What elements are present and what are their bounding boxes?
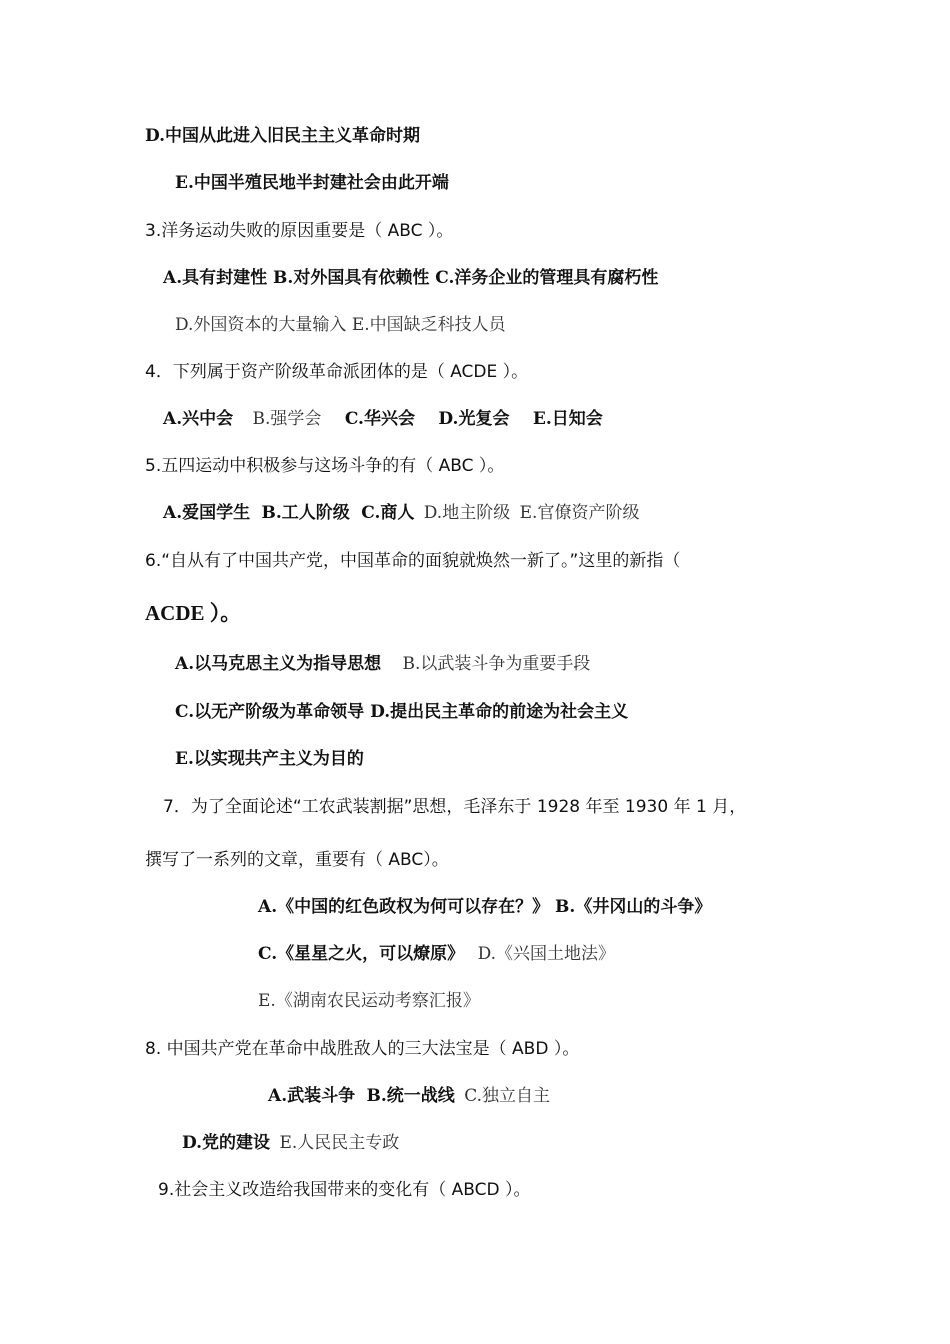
option-line [163, 407, 603, 431]
question-line: 7．为了全面论述“工农武装割据”思想，毛泽东于 1928 年至 1930 年 1 月， [163, 797, 747, 817]
option-e: E.官僚资产阶级 [519, 503, 640, 523]
option-e: E.人民民主专政 [279, 1133, 400, 1153]
question-line: 8. 中国共产党在革命中战胜敌人的三大法宝是（ ABD ）。 [145, 1039, 580, 1059]
option-c: C.华兴会 [344, 409, 415, 429]
option-d: D.地主阶级 [423, 503, 511, 523]
option-line: A.具有封建性 B.对外国具有依赖性 C.洋务企业的管理具有腐朽性 [163, 268, 659, 288]
answer-line: ACDE ）。 [145, 601, 242, 625]
option-b: B.强学会 [252, 409, 322, 429]
option-a: A.以马克思主义为指导思想 [175, 654, 382, 674]
option-c: C.商人 [361, 503, 415, 523]
question-line: 5.五四运动中积极参与这场斗争的有（ ABC ）。 [145, 456, 505, 476]
option-line [175, 652, 590, 676]
option-b: B.以武装斗争为重要手段 [402, 654, 591, 674]
option-d: D.党的建设 [182, 1133, 271, 1153]
question-line: 9.社会主义改造给我国带来的变化有（ ABCD ）。 [158, 1180, 531, 1200]
option-b: B.统一战线 [366, 1086, 455, 1106]
option-e: E.日知会 [532, 409, 603, 429]
option-line: E.以实现共产主义为目的 [175, 749, 364, 769]
option-line: D.外国资本的大量输入 E.中国缺乏科技人员 [175, 315, 506, 335]
option-line: E.中国半殖民地半封建社会由此开端 [175, 173, 449, 193]
option-line [258, 942, 615, 966]
option-d: D.光复会 [438, 409, 510, 429]
option-d: D.《兴国土地法》 [477, 944, 615, 964]
question-line: 3.洋务运动失败的原因重要是（ ABC ）。 [145, 221, 454, 241]
option-c: C.独立自主 [464, 1086, 551, 1106]
option-line: E.《湖南农民运动考察汇报》 [258, 991, 480, 1011]
option-a: A.武装斗争 [268, 1086, 356, 1106]
option-line [268, 1084, 550, 1108]
option-a: A.兴中会 [163, 409, 234, 429]
option-line: D.中国从此进入旧民主主义革命时期 [145, 126, 421, 146]
option-line [163, 501, 639, 525]
question-line: 4．下列属于资产阶级革命派团体的是（ ACDE ）。 [145, 362, 529, 382]
option-line [182, 1131, 399, 1155]
option-c: C.《星星之火，可以燎原》 [258, 944, 465, 964]
question-line: 6.“自从有了中国共产党，中国革命的面貌就焕然一新了。”这里的新指（ [145, 551, 681, 571]
option-line: C.以无产阶级为革命领导 D.提出民主革命的前途为社会主义 [175, 702, 629, 722]
question-line: 撰写了一系列的文章，重要有（ ABC）。 [145, 850, 449, 870]
option-line: A.《中国的红色政权为何可以存在？》 B.《井冈山的斗争》 [258, 897, 712, 917]
option-b: B.工人阶级 [261, 503, 350, 523]
option-a: A.爱国学生 [163, 503, 251, 523]
